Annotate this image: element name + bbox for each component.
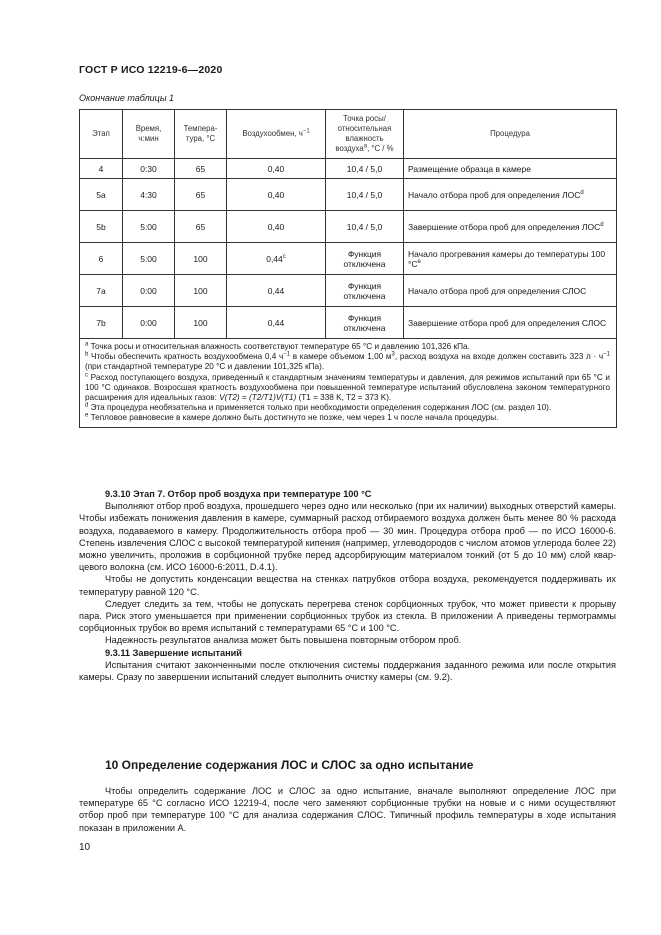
footnote-b: $^b$ Чтобы обеспечить кратность воздухообмена 0,4 $ч^{-1}$ в камере объемом 1,00 $м^3$, расход воздуха на входе должен составить 323 $л \cdot ч^{-1}$ (при стандартной температуре 20 °C и давлении 101,325 кПа). [85, 351, 610, 372]
section-9-3-10 [79, 488, 616, 683]
section-heading: 9.3.10 Этап 7. Отбор проб воздуха при температуре 100 °C [105, 489, 372, 499]
cell-airex: 0,40 [227, 179, 326, 211]
cell-time: 0:00 [123, 307, 175, 339]
table-footnotes-row [80, 339, 617, 428]
cell-dew: 10,4 / 5,0 [326, 159, 404, 179]
paragraph: Чтобы определить содержание ЛОС и СЛОС за одно испытание, вначале выполняют определение ЛОС при температуре 65 °C согласно ИСО 12219-4, после чего заменяют сорбционные трубки на новые и с ними осуществляют отбор проб при температуре 100 °C для анализа содержания СЛОС. Типичный профиль температуры в ходе испытания показан в приложении А. [79, 786, 616, 833]
cell-stage: 7b [80, 307, 123, 339]
col-dew: Точка росы/ относительная влажность воздуха$^a$, °C / % [326, 110, 404, 159]
table-row [80, 275, 617, 307]
table-header-row [80, 110, 617, 159]
cell-temp: 65 [175, 179, 227, 211]
cell-stage: 5a [80, 179, 123, 211]
table-caption: Окончание таблицы 1 [79, 93, 174, 103]
footnote-e: $^e$ Тепловое равновесие в камере должно быть достигнуто не позже, чем через 1 ч после начала процедуры. [85, 412, 499, 423]
cell-stage: 7a [80, 275, 123, 307]
cell-dew: Функция отключена [326, 243, 404, 275]
cell-stage: 6 [80, 243, 123, 275]
col-airex: Воздухообмен, $ч^{-1}$ [227, 110, 326, 159]
cell-airex: 0,44 [227, 275, 326, 307]
section-heading: 9.3.11 Завершение испытаний [105, 647, 242, 658]
col-temp: Температура, °C [175, 110, 227, 159]
cell-airex: 0,40 [227, 159, 326, 179]
page-number: 10 [79, 842, 91, 853]
cell-airex: 0,44$^c$ [227, 243, 326, 275]
cell-temp: 100 [175, 243, 227, 275]
cell-dew: 10,4 / 5,0 [326, 211, 404, 243]
document-header: ГОСТ Р ИСО 12219-6—2020 [79, 64, 223, 76]
paragraph: Следует следить за тем, чтобы не допускать перегрева стенок сорбционных трубок, что может привести к прорыву пара. Риск этого уменьшается при применении сорбционных трубок из стекла. В приложении А приведены термограммы сорбционных трубок во время испытаний с температурами 65 °C и 100 °C. [79, 598, 616, 634]
cell-dew: Функция отключена [326, 307, 404, 339]
col-time: Время, ч:мин [123, 110, 175, 159]
paragraph: Чтобы не допустить конденсации вещества на стенках патрубков отбора воздуха, рекомендуется поддерживать их температуру равной 120 °C. [79, 574, 616, 597]
cell-time: 0:00 [123, 275, 175, 307]
gas-law-formula: V(T2) = (T2/T1)V(T1) [219, 393, 297, 403]
footnote-d: $^d$ Эта процедура необязательна и применяется только при необходимости определения содержания ЛОС (см. раздел 10). [85, 402, 552, 413]
col-procedure: Процедура [404, 110, 617, 159]
cell-temp: 100 [175, 275, 227, 307]
cell-temp: 65 [175, 211, 227, 243]
table-row [80, 179, 617, 211]
stages-table [79, 109, 617, 428]
cell-time: 5:00 [123, 211, 175, 243]
cell-stage: 5b [80, 211, 123, 243]
section-10-heading: 10 Определение содержания ЛОС и СЛОС за одно испытание [105, 758, 474, 772]
cell-dew: Функция отключена [326, 275, 404, 307]
paragraph: Выполняют отбор проб воздуха, прошедшего через одно или несколько (при их наличии) выходных отверстий камеры. Чтобы избежать понижения давления в камере, суммарный расход отбираемого воздуха должен быть менее 80 % расхода воздуха, подаваемого в камеру. Продолжительность отбора проб — 30 мин. Процедура отбора проб — по ИСО 16000-6. Степень извлечения СЛОС с высокой температурой кипения (например, углеводородов с числом атомов углерода более 22) можно увеличить, проложив в сорбционной трубке перед адсорбирующим материалом тонкий (от 5 до 10 мм) слой кварцевого волокна (см. ИСО 16000-6:2011, D.4.1). [79, 501, 616, 573]
footnote-c: $^c$ Расход поступающего воздуха, приведенный к стандартным значениям температуры и давления, для режимов испытаний при 65 °C и 100 °C одинаков. Возросшая кратность воздухообмена при повышенной температуре испытаний обусловлена законом температурного расширения для идеальных газов: V(T2) = (T2/T1)V(T1) (T1 = 338 K, T2 = 373 K). [85, 371, 610, 403]
table-row [80, 159, 617, 179]
cell-airex: 0,44 [227, 307, 326, 339]
col-stage: Этап [80, 110, 123, 159]
cell-dew: 10,4 / 5,0 [326, 179, 404, 211]
section-10 [79, 785, 616, 834]
cell-procedure: Завершение отбора проб для определения СЛОС [404, 307, 617, 339]
cell-temp: 100 [175, 307, 227, 339]
table-row [80, 307, 617, 339]
footnote-a: $^a$ Точка росы и относительная влажность соответствуют температуре 65 °C и давлению 101,326 кПа. [85, 341, 470, 351]
cell-time: 5:00 [123, 243, 175, 275]
cell-time: 0:30 [123, 159, 175, 179]
cell-procedure: Размещение образца в камере [404, 159, 617, 179]
table-row [80, 243, 617, 275]
cell-procedure: Начало отбора проб для определения ЛОС$^d$ [404, 179, 617, 211]
table-row [80, 211, 617, 243]
cell-temp: 65 [175, 159, 227, 179]
cell-procedure: Завершение отбора проб для определения ЛОС$^d$ [404, 211, 617, 243]
table-footnotes [80, 339, 617, 428]
cell-stage: 4 [80, 159, 123, 179]
cell-procedure: Начало прогревания камеры до температуры 100 °Ce [404, 243, 617, 275]
paragraph: Надежность результатов анализа может быть повышена повторным отбором проб. [105, 635, 462, 646]
cell-procedure: Начало отбора проб для определения СЛОС [404, 275, 617, 307]
cell-time: 4:30 [123, 179, 175, 211]
cell-airex: 0,40 [227, 211, 326, 243]
paragraph: Испытания считают законченными после отключения системы поддержания заданного режима или после открытия камеры. Сразу по завершении испытаний следует выполнить очистку камеры (см. 9.2). [79, 659, 616, 683]
